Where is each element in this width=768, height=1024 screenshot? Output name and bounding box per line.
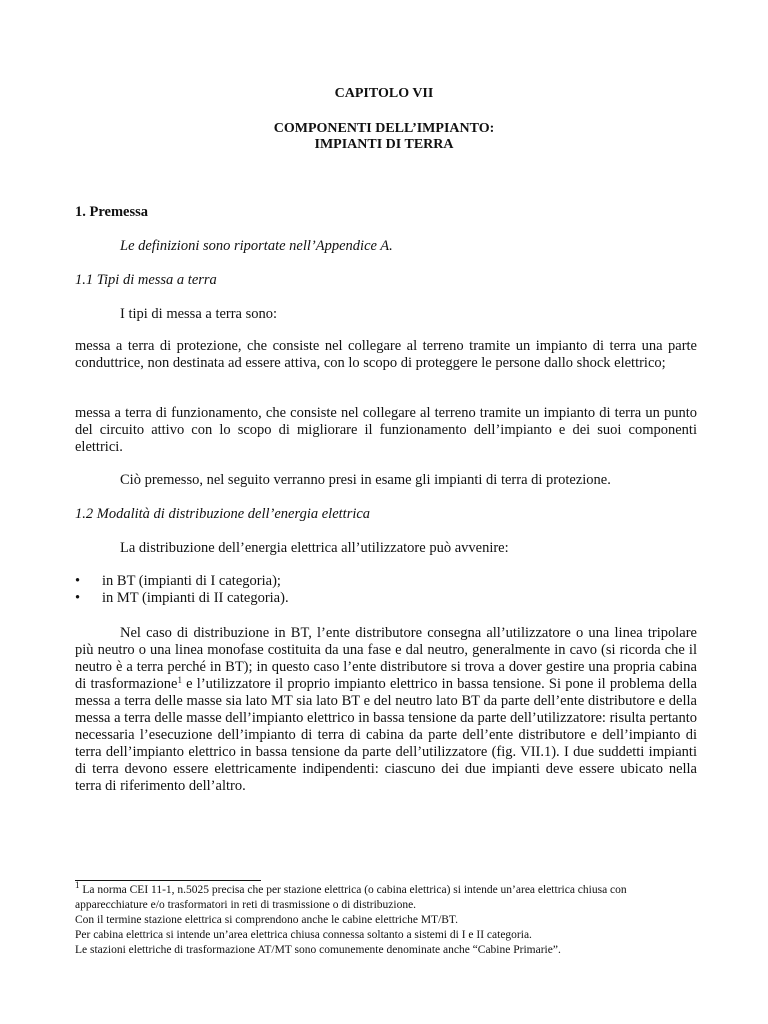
paragraph-text-b: e l’utilizzatore il proprio impianto elettrico in bassa tensione. Si pone il problema della messa a terra delle masse sia lato MT sia lato BT e del neutro lato BT da parte dell’ente distributore e della messa a terra delle masse dell’impianto elettrico in bassa tensione da parte dell’utilizzatore: risulta pertanto necessaria l’esecuzione dell’impianto di terra di cabina da parte dell’ente distributore e dell’impianto di terra dell’impianto elettrico in bassa tensione da parte dell’utilizzatore (fig. VII.1). I due suddetti impianti di terra devono essere elettricamente indipendenti: ciascuno dei due impianti deve essere ubicato nella terra di riferimento dell’altro.: [75, 676, 697, 794]
bullet-dot-icon: •: [75, 590, 81, 606]
footnote-line: Per cabina elettrica si intende un’area elettrica chiusa connessa soltanto a sistemi di I e II categoria.: [75, 929, 532, 941]
chapter-title-line1: COMPONENTI DELL’IMPIANTO:: [273, 121, 495, 136]
section-heading-tipi: 1.1 Tipi di messa a terra: [75, 272, 217, 288]
footnote-line: Con il termine stazione elettrica si comprendono anche le cabine elettriche MT/BT.: [75, 914, 458, 926]
distribuzione-intro: La distribuzione dell’energia elettrica all’utilizzatore può avvenire:: [120, 540, 509, 556]
paragraph-distribuzione-bt: [75, 625, 697, 795]
paragraph-protezione: messa a terra di protezione, che consiste nel collegare al terreno tramite un impianto di terra una parte conduttrice, non destinata ad essere attiva, con lo scopo di proteggere le persone dallo shock elettrico;: [75, 338, 697, 371]
section-heading-premessa: 1. Premessa: [75, 204, 149, 220]
list-item: in BT (impianti di I categoria);: [102, 573, 281, 589]
footnote-line: apparecchiature e/o trasformatori in reti di trasmissione o di distribuzione.: [75, 899, 417, 911]
paragraph-premesso: Ciò premesso, nel seguito verranno presi in esame gli impianti di terra di protezione.: [120, 472, 611, 488]
premessa-intro: Le definizioni sono riportate nell’Appendice A.: [120, 238, 393, 254]
chapter-label: CAPITOLO VII: [334, 86, 434, 101]
paragraph-text-a: Nel caso di distribuzione in BT, l’ente distributore consegna all’utilizzatore o una linea tripolare più neutro o una linea monofase costituita da una fase e dal neutro, generalmente in cavo (si ricorda che il neutro è a terra perché in BT); in questo caso l’ente distributore si trova a dover gestire una propria cabina di trasformazione: [75, 625, 697, 692]
footnote-text: La norma CEI 11-1, n.5025 precisa che per stazione elettrica (o cabina elettrica) si intende un’area elettrica chiusa con: [79, 884, 627, 896]
footnote-number: 1: [75, 880, 80, 890]
tipi-intro: I tipi di messa a terra sono:: [120, 306, 278, 322]
footnote-divider: [75, 880, 261, 881]
footnote-line: [75, 880, 715, 898]
chapter-title-line2: IMPIANTI DI TERRA: [314, 137, 454, 152]
section-heading-distribuzione: 1.2 Modalità di distribuzione dell’energia elettrica: [75, 506, 371, 522]
footnote-reference: 1: [177, 675, 182, 685]
list-item: in MT (impianti di II categoria).: [102, 590, 289, 606]
paragraph-funzionamento: messa a terra di funzionamento, che consiste nel collegare al terreno tramite un impianto di terra un punto del circuito attivo con lo scopo di migliorare il funzionamento dell’impianto e dei suoi componenti elettrici.: [75, 405, 697, 455]
bullet-dot-icon: •: [75, 573, 81, 589]
footnote-line: Le stazioni elettriche di trasformazione AT/MT sono comunemente denominate anche “Cabine Primarie”.: [75, 944, 561, 956]
